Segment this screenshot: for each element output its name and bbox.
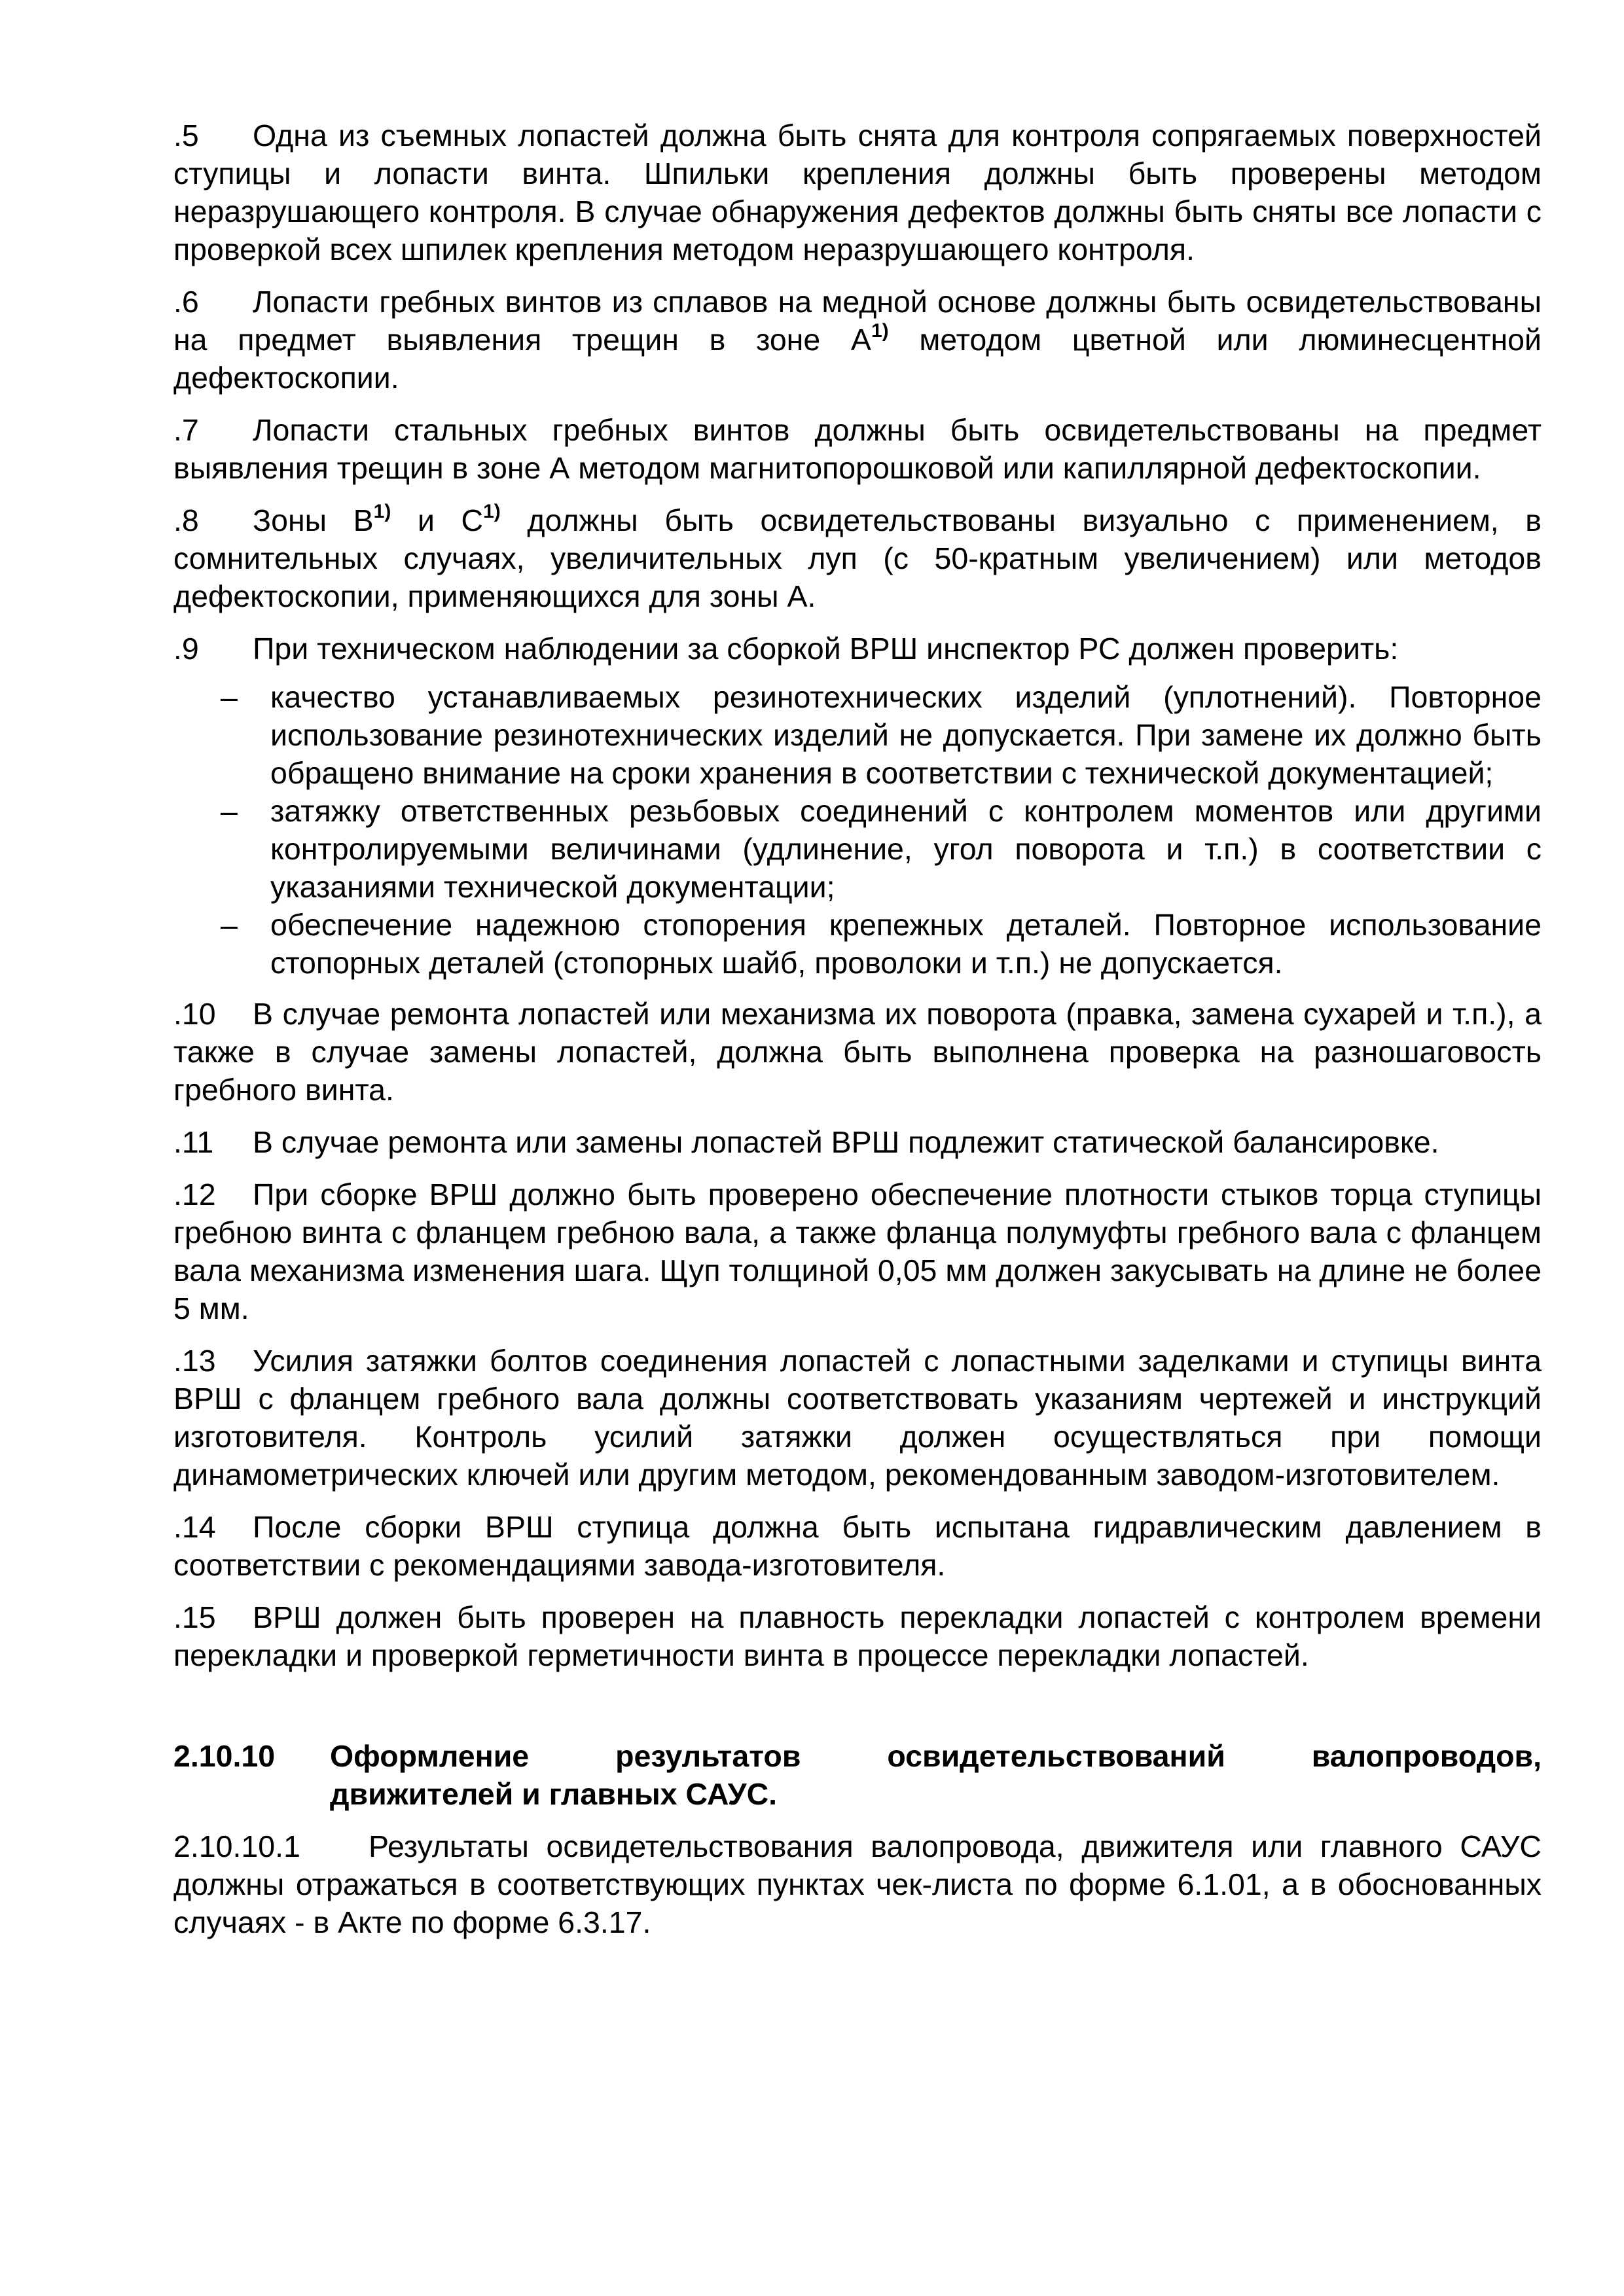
document-page bbox=[173, 117, 1542, 1956]
item-5 bbox=[173, 117, 1542, 268]
item-text: Одна из съемных лопастей должна быть снята для контроля сопрягаемых поверхностей ступицы и лопасти винта. Шпильки крепления должны быть проверены методом неразрушающего контроля. В случае обнаружения дефектов должны быть сняты все лопасти с проверкой всех шпилек крепления методом неразрушающего контроля. bbox=[173, 118, 1542, 266]
item-8 bbox=[173, 501, 1542, 615]
footnote-mark: 1) bbox=[373, 500, 391, 522]
item-13 bbox=[173, 1342, 1542, 1494]
item-text: В случае ремонта или замены лопастей ВРШ подлежит статической балансировке. bbox=[253, 1125, 1439, 1159]
item-6 bbox=[173, 283, 1542, 397]
item-number: .6 bbox=[173, 285, 199, 319]
section-title bbox=[330, 1737, 1542, 1813]
section-heading bbox=[173, 1737, 1542, 1813]
footnote-mark: 1) bbox=[871, 319, 889, 342]
footnote-mark: 1) bbox=[483, 500, 501, 522]
dash-bullet: – bbox=[221, 794, 238, 828]
item-text: При сборке ВРШ должно быть проверено обеспечение плотности стыков торца ступицы гребною винта с фланцем гребною вала, а также фланца полумуфты гребного вала с фланцем вала механизма изменения шага. Щуп толщиной 0,05 мм должен закусывать на длине не более 5 мм. bbox=[173, 1177, 1542, 1325]
item-10 bbox=[173, 995, 1542, 1109]
item-11 bbox=[173, 1123, 1542, 1161]
section-number: 2.10.10 bbox=[173, 1739, 276, 1773]
section-title-line1: Оформление результатов освидетельствований валопроводов, bbox=[330, 1739, 1542, 1773]
item-text: Усилия затяжки болтов соединения лопастей с лопастными заделками и ступицы винта ВРШ с фланцем гребного вала должны соответствовать указаниям чертежей и инструкций изготовителя. Контроль усилий затяжки должен осуществляться при помощи динамометрических ключей или другим методом, рекомендованным заводом-изготовителем. bbox=[173, 1344, 1542, 1492]
item-number: .5 bbox=[173, 118, 199, 152]
subsection-2-10-10-1 bbox=[173, 1827, 1542, 1941]
item-9 bbox=[173, 630, 1542, 668]
list-item-text: затяжку ответственных резьбовых соединений с контролем моментов или другими контролируемыми величинами (удлинение, угол поворота и т.п.) в соответствии с указаниями технической документации; bbox=[270, 794, 1542, 904]
item-14 bbox=[173, 1508, 1542, 1584]
item-number: .12 bbox=[173, 1177, 216, 1211]
item-text: После сборки ВРШ ступица должна быть испытана гидравлическим давлением в соответствии с рекомендациями завода-изготовителя. bbox=[173, 1510, 1542, 1582]
item-number: .11 bbox=[173, 1125, 214, 1159]
item-text: ВРШ должен быть проверен на плавность перекладки лопастей с контролем времени перекладки и проверкой герметичности винта в процессе перекладки лопастей. bbox=[173, 1600, 1542, 1672]
item-text: методом цветной или люминесцентной дефектоскопии. bbox=[173, 323, 1542, 395]
list-item-text: качество устанавливаемых резинотехнических изделий (уплотнений). Повторное использование резинотехнических изделий не допускается. При замене их должно быть обращено внимание на сроки хранения в соответствии с технической документацией; bbox=[270, 680, 1542, 790]
item-15 bbox=[173, 1598, 1542, 1674]
dash-list bbox=[173, 678, 1542, 982]
item-text: должны быть освидетельствованы визуально с применением, в сомнительных случаях, увеличительных луп (с 50-кратным увеличением) или методов дефектоскопии, применяющихся для зоны А. bbox=[173, 503, 1542, 613]
item-number: .14 bbox=[173, 1510, 216, 1544]
list-item bbox=[221, 678, 1542, 792]
list-item bbox=[221, 906, 1542, 982]
item-text: и С bbox=[391, 503, 484, 537]
dash-bullet: – bbox=[221, 680, 238, 714]
item-text: Зоны В bbox=[253, 503, 374, 537]
item-number: .9 bbox=[173, 632, 199, 666]
item-text: При техническом наблюдении за сборкой ВРШ инспектор РС должен проверить: bbox=[253, 632, 1399, 666]
subsection-text: Результаты освидетельствования валопровода, движителя или главного САУС должны отражаться в соответствующих пунктах чек-листа по форме 6.1.01, а в обоснованных случаях - в Акте по форме 6.3.17. bbox=[173, 1829, 1542, 1939]
subsection-number: 2.10.10.1 bbox=[173, 1829, 300, 1863]
item-number: .7 bbox=[173, 413, 199, 447]
item-text: Лопасти гребных винтов из сплавов на медной основе должны быть освидетельствованы на предмет выявления трещин в зоне А bbox=[173, 285, 1542, 357]
item-number: .8 bbox=[173, 503, 199, 537]
item-7 bbox=[173, 411, 1542, 487]
list-item-text: обеспечение надежною стопорения крепежных деталей. Повторное использование стопорных деталей (стопорных шайб, проволоки и т.п.) не допускается. bbox=[270, 908, 1542, 980]
item-number: .10 bbox=[173, 997, 216, 1031]
list-item bbox=[221, 792, 1542, 906]
item-number: .15 bbox=[173, 1600, 216, 1634]
item-text: В случае ремонта лопастей или механизма их поворота (правка, замена сухарей и т.п.), а также в случае замены лопастей, должна быть выполнена проверка на разношаговость гребного винта. bbox=[173, 997, 1542, 1107]
item-number: .13 bbox=[173, 1344, 216, 1378]
dash-bullet: – bbox=[221, 908, 238, 942]
section-title-line2: движителей и главных САУС. bbox=[330, 1777, 778, 1811]
item-text: Лопасти стальных гребных винтов должны быть освидетельствованы на предмет выявления трещин в зоне А методом магнитопорошковой или капиллярной дефектоскопии. bbox=[173, 413, 1542, 485]
item-12 bbox=[173, 1175, 1542, 1327]
